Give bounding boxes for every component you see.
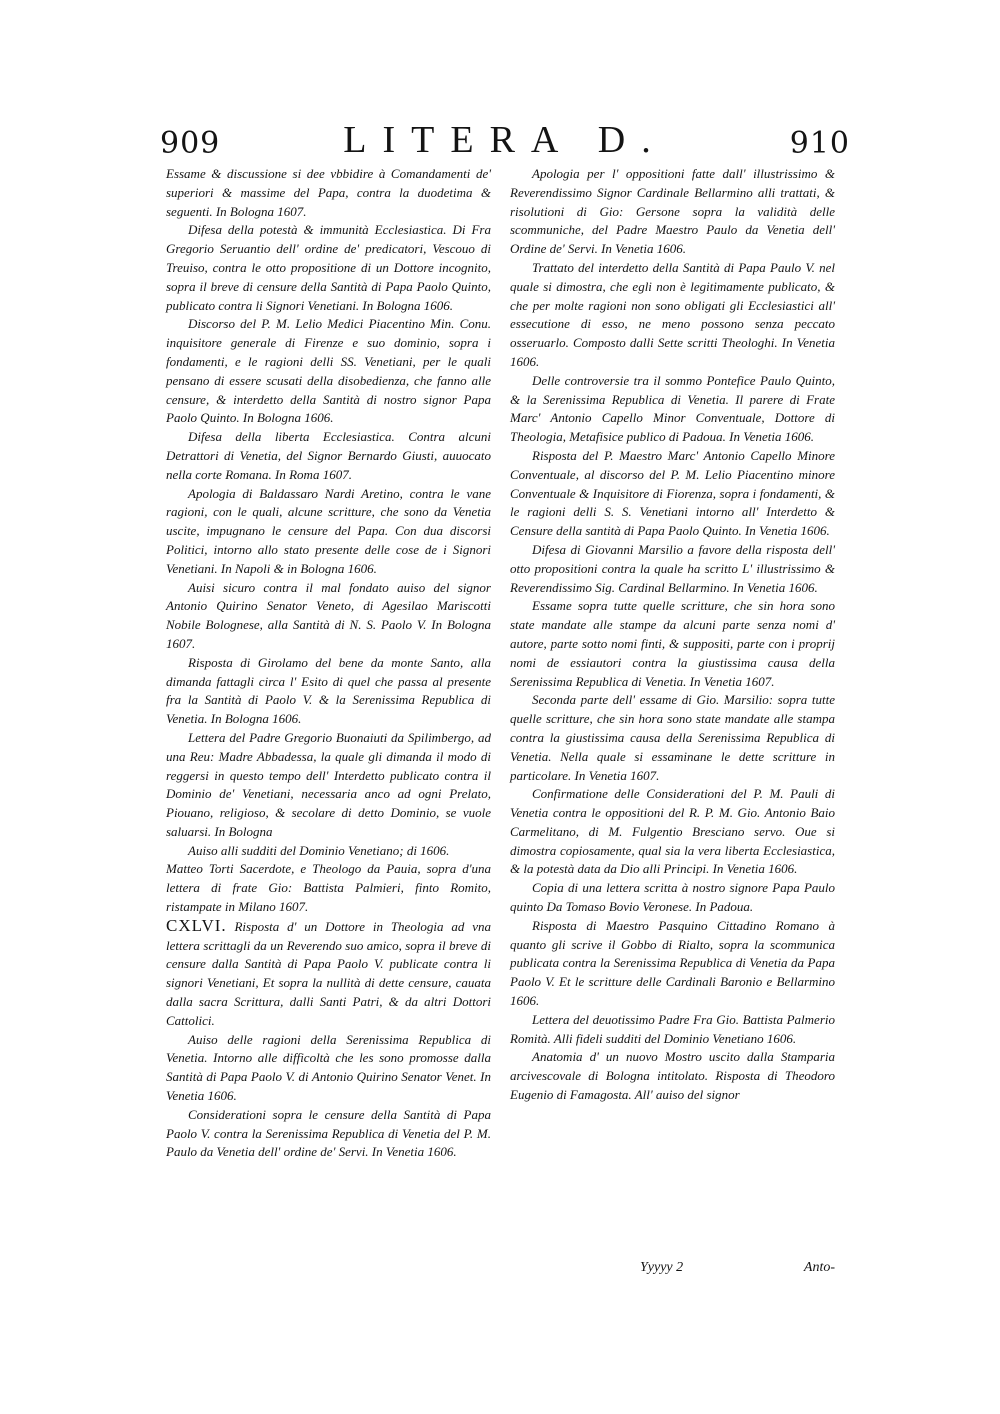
bibliography-entry — [166, 1031, 491, 1106]
bibliography-entry — [166, 165, 491, 221]
bibliography-entry — [510, 785, 835, 879]
entry-text: Discorso del P. M. Lelio Medici Piacentino Min. Conu. inquisitore generale di Firenze e suo dominio, sopra i fondamenti, e le ragioni delli SS. Venetiani, per le quali pensano di essere scusati della disobedienza, che fanno alle censure, & interdetto della Santità di nostro signor Papa Paolo Quinto. In Bologna 1606. — [166, 316, 491, 426]
bibliography-entry — [166, 485, 491, 579]
entry-text: Seconda parte dell' essame di Gio. Marsilio: sopra tutte quelle scritture, che sin hora sono state mandate alle stampa contra la giustissima causa della Serenissima Republica di Venetia. Nella quale si essaminane le dette scritture in particolare. In Venetia 1607. — [510, 692, 835, 783]
entry-text: Difesa di Giovanni Marsilio a favore della risposta dell' otto propositioni contra la quale ha scritto L' illustrissimo & Reverendissimo Sig. Cardinal Bellarmino. In Venetia 1606. — [510, 541, 835, 595]
section-number: CXLVI. — [166, 915, 227, 935]
bibliography-entry — [166, 315, 491, 428]
page-number-right: 910 — [789, 126, 850, 161]
bibliography-entry — [510, 165, 835, 259]
entry-text: Auisi sicuro contra il mal fondato auiso del signor Antonio Quirino Senator Veneto, di Agesilao Mariscotti Nobile Bolognese, alla Santità di N. S. Paolo V. In Bologna 1607. — [166, 579, 491, 651]
page-number-left: 909 — [160, 126, 221, 161]
bibliography-entry — [510, 372, 835, 447]
entry-text: Copia di una lettera scritta à nostro signore Papa Paulo quinto Da Tomaso Bovio Veronese. In Padoua. — [510, 880, 835, 915]
bibliography-entry — [510, 917, 835, 1011]
bibliography-entry — [510, 1011, 835, 1049]
entry-text: Essame & discussione si dee vbbidire à Comandamenti de' superiori & massime del Papa, contra la duodetima & seguenti. In Bologna 1607. — [166, 166, 491, 219]
entry-text: Confirmatione delle Considerationi del P. M. Pauli di Venetia contra le oppositioni del R. P. M. Gio. Antonio Baio Carmelitano, di M. Fulgentio Bresciano servo. Oue si dimostra copiosamente, qual sia la vera liberta Ecclesiastica, & la potestà data da Dio alli Principi. In Venetia 1606. — [510, 786, 835, 877]
entry-text: Risposta d' un Dottore in Theologia ad vna lettera scrittagli da un Reverendo suo amico, sopra il breve di censure dalla Santità di Papa Paolo V. publicate contra li signori Venetiani, Et sopra la nullità di dette censure, cauata dalla sacra Scrittura, dalli Santi Patri, & da altri Dottori Cattolici. — [166, 918, 491, 1028]
entry-text: Difesa della potestà & immunità Ecclesiastica. Di Fra Gregorio Seruantio dell' ordine de' predicatori, Vescouo di Treuiso, contra le otto propositione di un Dottore incognito, sopra il breve di censure della Santità di Papa Paolo Quinto, publicato contra li Signori Venetiani. In Bologna 1606. — [166, 222, 491, 313]
bibliography-entry — [166, 729, 491, 842]
bibliography-entry — [510, 447, 835, 541]
bibliography-entry — [166, 221, 491, 315]
entry-text: Difesa della liberta Ecclesiastica. Contra alcuni Detrattori di Venetia, del Signor Bernardo Giusti, auuocato nella corte Romana. In Roma 1607. — [166, 429, 491, 482]
right-text-column — [510, 165, 835, 1105]
running-head-title: LITERA D. — [343, 119, 667, 161]
entry-text: Matteo Torti Sacerdote, e Theologo da Pauia, sopra d'una lettera di frate Gio: Battista Palmieri, finto Romito, ristampate in Milano 1607. — [166, 861, 491, 915]
bibliography-entry — [510, 1048, 835, 1104]
bibliography-entry — [166, 917, 491, 1031]
entry-text: Essame sopra tutte quelle scritture, che sin hora sono state mandate alle stampe da alcuni parte senza nomi d' autore, parte sotto nomi finti, & suppositi, parte con i proprij nomi de essiautori contra la giustissima causa della Serenissima Republica di Venetia. In Venetia 1607. — [510, 598, 835, 689]
bibliography-entry — [166, 1106, 491, 1162]
entry-text: Lettera del Padre Gregorio Buonaiuti da Spilimbergo, ad una Reu: Madre Abbadessa, la quale gli dimanda il modo di reggersi in questo tempo dell' Interdetto publicato contra il Dominio de' Venetiani, necessaria anco ad ogni Prelato, Piouano, religioso, & secolare di detto Dominio, se vuole saluarsi. In Bologna — [166, 729, 491, 839]
bibliography-entry — [166, 579, 491, 654]
left-text-column — [166, 165, 491, 1162]
bibliography-entry — [166, 842, 491, 861]
entry-text: Risposta di Maestro Pasquino Cittadino Romano à quanto gli scrive il Gobbo di Rialto, sopra la scommunica publicata contra la Serenissima Republica di Venetia da Papa Paolo V. Et le scritture delle Cardinali Baronio e Bellarmino 1606. — [510, 917, 835, 1009]
entry-text: Risposta di Girolamo del bene da monte Santo, alla dimanda fattagli circa l' Esito di quel che passa al presente fra la Santità di Paolo V. & la Serenissima Republica di Venetia. In Bologna 1606. — [166, 654, 491, 727]
catchword: Anto- — [803, 1260, 835, 1275]
entry-text: Apologia di Baldassaro Nardi Aretino, contra le vane ragioni, con le quali, alcune scritture, che sono da Venetia uscite, impugnano le censure del Papa. Con dua discorsi Politici, intorno allo stato presente delle cose de i Signori Venetiani. In Napoli & in Bologna 1606. — [166, 485, 491, 576]
entry-text: Risposta del P. Maestro Marc' Antonio Capello Minore Conventuale, al discorso del P. M. Lelio Piacentino minore Conventuale & Inquisitore di Fiorenza, sopra i fondamenti, & le ragioni delli S. S. Venetiani intorno all' Interdetto & Censure della santità di Papa Paolo Quinto. In Venetia 1606. — [510, 447, 835, 539]
bibliography-entry — [166, 428, 491, 484]
bibliography-entry — [510, 691, 835, 785]
signature-mark: Yyyyy 2 — [640, 1260, 684, 1275]
bibliography-entry — [510, 597, 835, 691]
page-header — [160, 118, 850, 166]
entry-text: Auiso delle ragioni della Serenissima Republica di Venetia. Intorno alle difficoltà che les sono promosse dalla Santità di Papa Paolo V. di Antonio Quirino Senator Venet. In Venetia 1606. — [166, 1031, 491, 1104]
entry-text: Apologia per l' oppositioni fatte dall' illustrissimo & Reverendissimo Signor Cardinale Bellarmino alli trattati, & risolutioni di Gio: Gersone sopra la validità delle scommuniche, del Padre Maestro Paulo da Venetia dell' Ordine de' Servi. In Venetia 1606. — [510, 166, 835, 257]
bibliography-entry — [166, 860, 491, 916]
page-footer — [510, 1260, 835, 1282]
entry-text: Trattato del interdetto della Santità di Papa Paulo V. nel quale si dimostra, che egli non è legitimamente publicato, & che per molte ragioni non sono obligati gli Ecclesiastici all' essecutione di esso, ne meno possono senza peccato osseruarlo. Composto dalli Sette scritti Theologhi. In Venetia 1606. — [510, 259, 835, 369]
entry-text: Considerationi sopra le censure della Santità di Papa Paolo V. contra la Serenissima Republica di Venetia del P. M. Paulo da Venetia dell' ordine de' Servi. In Venetia 1606. — [166, 1106, 491, 1160]
bibliography-entry — [166, 654, 491, 729]
entry-text: Delle controversie tra il sommo Pontefice Paulo Quinto, & la Serenissima Republica di Venetia. Il parere di Frate Marc' Antonio Capello Minor Conventuale, Dottore di Theologia, Metafisice publico di Padoua. In Venetia 1606. — [510, 372, 835, 445]
bibliography-entry — [510, 879, 835, 917]
bibliography-entry — [510, 259, 835, 372]
entry-text: Anatomia d' un nuovo Mostro uscito dalla Stamparia arcivescovale di Bologna intitolato. Risposta di Theodoro Eugenio di Famagosta. All' auiso del signor — [510, 1049, 835, 1103]
entry-text: Lettera del deuotissimo Padre Fra Gio. Battista Palmerio Romità. Alli fideli sudditi del Dominio Venetiano 1606. — [510, 1011, 835, 1046]
bibliography-entry — [510, 541, 835, 597]
entry-text: Auiso alli sudditi del Dominio Venetiano; di 1606. — [188, 842, 450, 858]
